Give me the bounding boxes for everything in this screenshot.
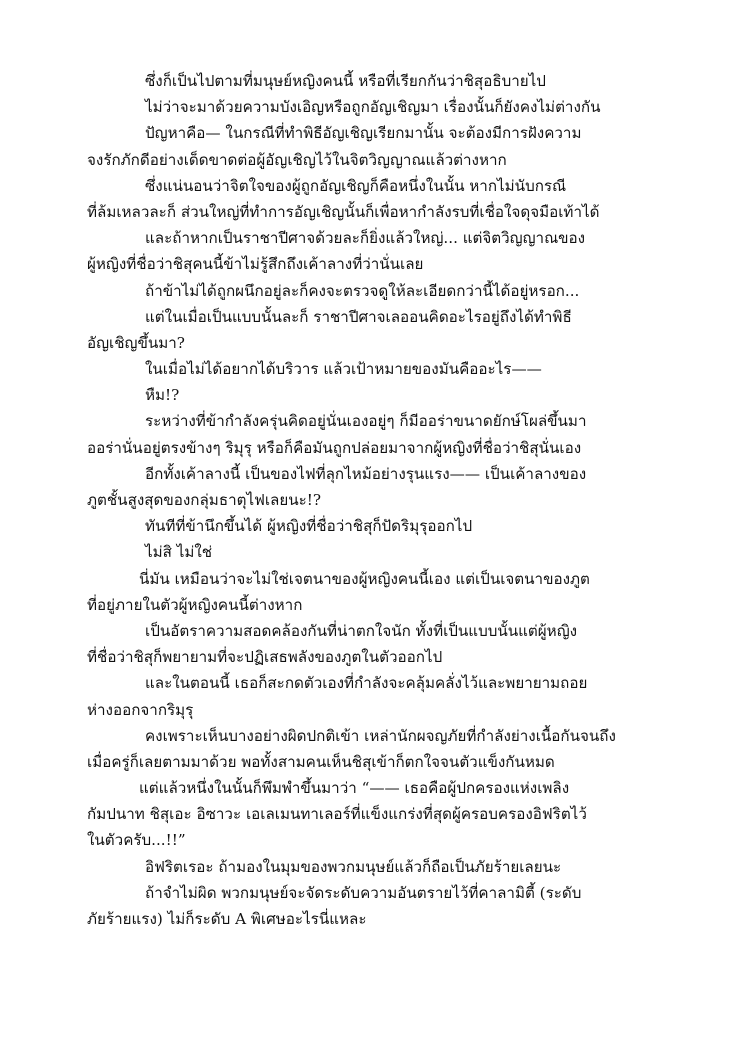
text-line: ถ้าข้าไม่ได้ถูกผนึกอยู่ละก็คงจะตรวจดูให้ละเอียดกว่านี้ได้อยู่หรอก... <box>145 281 580 300</box>
text-line: เป็นอัตราความสอดคล้องกันที่น่าตกใจนัก ทั้งที่เป็นแบบนั้นแต่ผู้หญิง <box>145 621 578 640</box>
text-line: ที่อยู่ภายในตัวผู้หญิงคนนี้ต่างหาก <box>87 595 303 614</box>
text-line: อีกทั้งเค้าลางนี้ เป็นของไฟที่ลุกไหม้อย่างรุนแรง—— เป็นเค้าลางของ <box>145 464 587 483</box>
text-line: ออร่านั่นอยู่ตรงข้างๆ ริมุรุ หรือก็คือมันถูกปล่อยมาจากผู้หญิงที่ชื่อว่าชิสุนั่นเอง <box>87 438 582 457</box>
text-line: ทันทีที่ข้านึกขึ้นได้ ผู้หญิงที่ชื่อว่าชิสุก็ปัดริมุรุออกไป <box>145 517 473 536</box>
text-line: ในเมื่อไม่ได้อยากได้บริวาร แล้วเป้าหมายของมันคืออะไร—— <box>145 360 542 379</box>
text-line: อัญเชิญขึ้นมา? <box>87 333 185 352</box>
text-line: ภัยร้ายแรง) ไม่ก็ระดับ A พิเศษอะไรนี่แหละ <box>87 910 367 928</box>
text-line: เมื่อครู่ก็เลยตามมาด้วย พอทั้งสามคนเห็นชิสุเข้าก็ตกใจจนตัวแข็งกันหมด <box>87 752 555 771</box>
text-line: ห่างออกจากริมุรุ <box>87 700 194 719</box>
text-line: แต่ในเมื่อเป็นแบบนั้นละก็ ราชาปีศาจเลออนคิดอะไรอยู่ถึงได้ทำพิธี <box>145 307 572 326</box>
body-text <box>87 68 650 932</box>
text-line: ในตัวครับ...!!” <box>87 831 186 850</box>
text-line: ที่ล้มเหลวละก็ ส่วนใหญ่ที่ทำการอัญเชิญนั้นก็เพื่อหากำลังรบที่เชื่อใจดุจมือเท้าได้ <box>87 202 600 221</box>
text-line: หืม!? <box>145 386 180 405</box>
text-line: และในตอนนี้ เธอก็สะกดตัวเองที่กำลังจะคลุ้มคลั่งไว้และพยายามถอย <box>145 674 588 693</box>
text-line: จงรักภักดีอย่างเด็ดขาดต่อผู้อัญเชิญไว้ในจิตวิญญาณแล้วต่างหาก <box>87 150 507 169</box>
text-line: กัมปนาท ชิสุเอะ อิซาวะ เอเลเมนทาเลอร์ที่แข็งแกร่งที่สุดผู้ครอบครองอิฟริตไว้ <box>87 805 587 824</box>
text-line: ภูตชั้นสูงสุดของกลุ่มธาตุไฟเลยนะ!? <box>87 491 322 509</box>
text-line: ปัญหาคือ— ในกรณีที่ทำพิธีอัญเชิญเรียกมานั้น จะต้องมีการฝังความ <box>145 124 582 143</box>
text-line: ถ้าจำไม่ผิด พวกมนุษย์จะจัดระดับความอันตรายไว้ที่คาลามิตี้ (ระดับ <box>145 883 582 902</box>
text-line: ที่ชื่อว่าชิสุก็พยายามที่จะปฏิเสธพลังของภูตในตัวออกไป <box>87 648 443 667</box>
text-line: ซึ่งก็เป็นไปตามที่มนุษย์หญิงคนนี้ หรือที่เรียกกันว่าชิสุอธิบายไป <box>145 72 546 90</box>
text-line: ไม่สิ ไม่ใช่ <box>145 543 213 562</box>
text-line: อิฟริตเรอะ ถ้ามองในมุมของพวกมนุษย์แล้วก็ถือเป็นภัยร้ายเลยนะ <box>145 857 562 876</box>
text-line: ระหว่างที่ข้ากำลังครุ่นคิดอยู่นั่นเองอยู่ๆ ก็มีออร่าขนาดยักษ์โผล่ขึ้นมา <box>145 412 587 431</box>
text-line: ซึ่งแน่นอนว่าจิตใจของผู้ถูกอัญเชิญก็คือหนึ่งในนั้น หากไม่นับกรณี <box>145 176 567 195</box>
text-line: แต่แล้วหนึ่งในนั้นก็พึมพำขึ้นมาว่า “—— เธอคือผู้ปกครองแห่งเพลิง <box>139 779 570 798</box>
text-line: ไม่ว่าจะมาด้วยความบังเอิญหรือถูกอัญเชิญมา เรื่องนั้นก็ยังคงไม่ต่างกัน <box>145 98 601 117</box>
text-line: ผู้หญิงที่ชื่อว่าชิสุคนนี้ข้าไม่รู้สึกถึงเค้าลางที่ว่านั่นเลย <box>87 255 424 274</box>
text-line: และถ้าหากเป็นราชาปีศาจด้วยละก็ยิ่งแล้วใหญ่... แต่จิตวิญญาณของ <box>145 229 586 248</box>
text-line: คงเพราะเห็นบางอย่างผิดปกติเข้า เหล่านักผจญภัยที่กำลังย่างเนื้อกันจนถึง <box>145 726 616 745</box>
text-line: นี่มัน เหมือนว่าจะไม่ใช่เจตนาของผู้หญิงคนนี้เอง แต่เป็นเจตนาของภูต <box>139 569 590 588</box>
